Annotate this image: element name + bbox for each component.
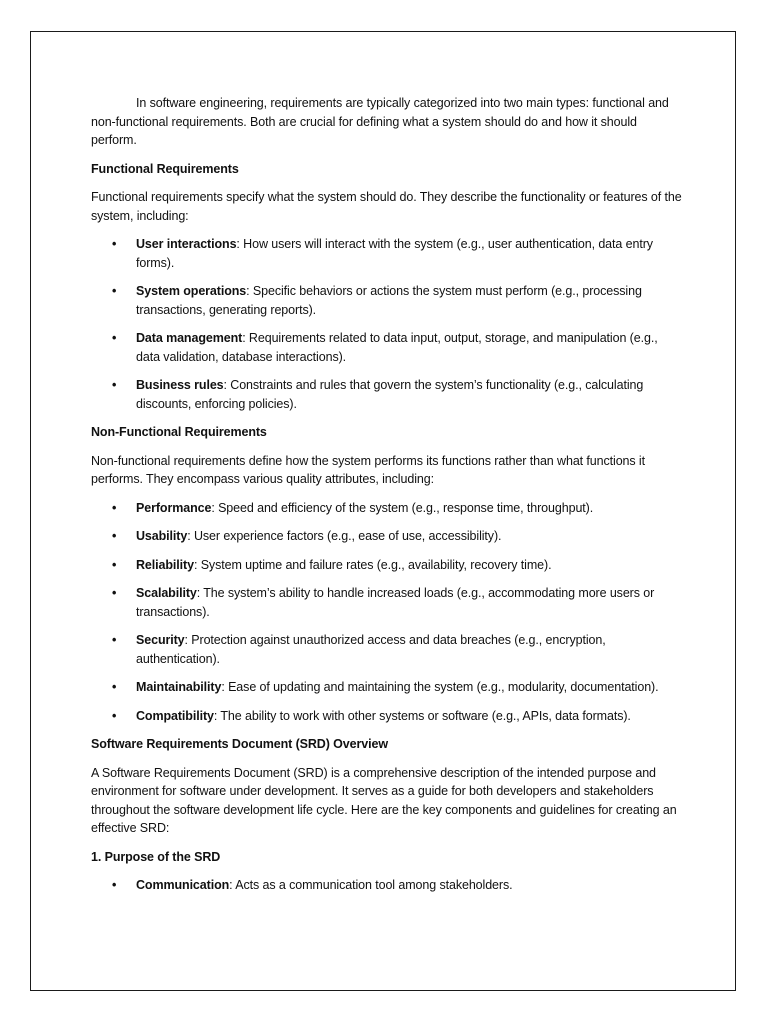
bullet-glyph: • [112,237,117,251]
list-item-term: Usability [136,529,188,543]
list-item-term: Performance [136,500,212,515]
bullet-glyph: • [112,500,117,515]
list-item-text: : Specific behaviors or actions the system must perform (e.g., processing transactions, generating reports). [136,284,642,317]
list-item-term: Communication [136,878,230,892]
list-item-term: Compatibility [136,708,214,723]
nonfunctional-requirements-paragraph: Non-functional requirements define how the system performs its functions rather than what functions it performs. They encompass various quality attributes, including: [91,453,645,486]
list-item-text: : The ability to work with other systems or software (e.g., APIs, data formats). [213,708,631,723]
list-item-text: : Requirements related to data input, output, storage, and manipulation (e.g., data validation, database interactions). [136,331,658,364]
intro-paragraph: In software engineering, requirements are typically categorized into two main types: functional and non-functional requirements. Both are crucial for defining what a system should do and how it should perform. [91,96,669,147]
bullet-glyph: • [112,331,117,345]
nonfunctional-requirements-list [91,499,683,726]
list-item-term: Business rules [136,378,224,392]
functional-requirements-paragraph: Functional requirements specify what the system should do. They describe the functionality or features of the system, including: [91,190,682,223]
functional-requirements-list [91,235,683,413]
bullet-glyph: • [112,529,117,543]
list-item [91,235,683,272]
srd-overview-paragraph: A Software Requirements Document (SRD) is a comprehensive description of the intended purpose and environment for software under development. It serves as a guide for both developers and stakeholders throughout the software development life cycle. Here are the key components and guidelines for creating an effective SRD: [91,765,677,835]
bullet-glyph: • [112,633,117,647]
list-item [91,584,683,621]
srd-purpose-list [91,876,683,895]
bullet-glyph: • [112,378,117,392]
bullet-glyph: • [112,284,117,298]
list-item-text: : Acts as a communication tool among stakeholders. [229,878,513,892]
list-item [91,707,683,726]
list-item-text: : Ease of updating and maintaining the system (e.g., modularity, documentation). [221,680,659,694]
srd-overview-heading: Software Requirements Document (SRD) Overview [91,737,388,751]
list-item [91,329,683,366]
bullet-glyph: • [112,680,117,694]
list-item [91,556,683,575]
list-item [91,499,683,518]
list-item-text: : The system’s ability to handle increased loads (e.g., accommodating more users or transactions). [136,586,655,619]
list-item [91,376,683,413]
list-item-term: Security [136,633,185,647]
functional-requirements-heading: Functional Requirements [91,161,239,176]
list-item [91,282,683,319]
list-item [91,678,683,697]
list-item [91,527,683,546]
list-item [91,876,683,895]
document-page [30,31,736,991]
document-content [91,94,683,905]
list-item-term: System operations [136,284,247,298]
list-item-text: : How users will interact with the system (e.g., user authentication, data entry forms). [136,237,653,270]
list-item-term: User interactions [136,237,237,251]
list-item-term: Scalability [136,586,197,600]
list-item-term: Reliability [136,557,194,572]
list-item [91,631,683,668]
list-item-text: : User experience factors (e.g., ease of use, accessibility). [187,529,502,543]
list-item-text: : Protection against unauthorized access and data breaches (e.g., encryption, authentication). [136,633,606,666]
list-item-term: Data management [136,331,243,345]
bullet-glyph: • [112,557,117,572]
list-item-term: Maintainability [136,680,222,694]
nonfunctional-requirements-heading: Non-Functional Requirements [91,425,267,439]
bullet-glyph: • [112,708,117,723]
srd-purpose-subheading: 1. Purpose of the SRD [91,849,221,864]
bullet-glyph: • [112,878,117,892]
list-item-text: : Constraints and rules that govern the system’s functionality (e.g., calculating discounts, enforcing policies). [136,378,644,411]
list-item-text: : Speed and efficiency of the system (e.g., response time, throughput). [211,500,594,515]
list-item-text: : System uptime and failure rates (e.g., availability, recovery time). [193,557,552,572]
bullet-glyph: • [112,586,117,600]
